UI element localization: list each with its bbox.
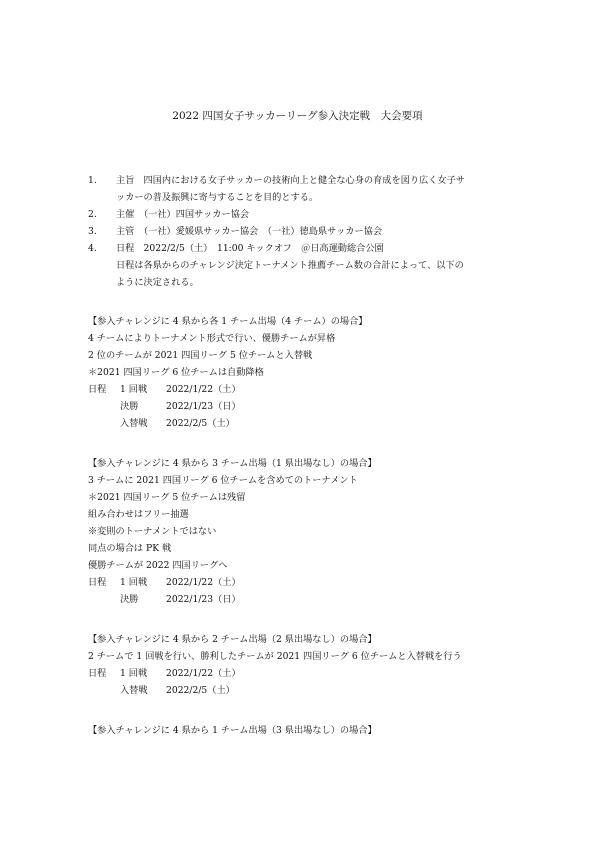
schedule-label: 日程 [88,668,107,679]
item-text: 主催 （一社）四国サッカー協会 [116,209,250,220]
schedule-date: 2022/2/5（土） [166,685,235,696]
item-4-continuation: 日程は各県からのチャレンジ決定トーナメント推薦チーム数の合計によって、以下の [116,260,464,271]
schedule-round: 1 回戦 [120,577,148,588]
page-title: 2022 四国女子サッカーリーグ参入決定戦 大会要項 [172,110,423,122]
section-3-schedule-row [88,666,518,683]
item-3 [88,224,518,241]
section-1-line: 2 位のチームが 2021 四国リーグ 5 位チームと入替戦 [88,350,313,361]
schedule-round: 決勝 [120,594,139,605]
item-4 [88,241,518,258]
schedule-round: 決勝 [120,401,139,412]
section-2-line: ※変則のトーナメントではない [88,526,217,537]
item-number: 1. [88,175,97,186]
schedule-date: 2022/2/5（土） [166,418,235,429]
schedule-date: 2022/1/22（土） [166,577,241,588]
item-number: 3. [88,226,97,237]
schedule-date: 2022/1/23（日） [166,401,241,412]
section-2-line: ＊2021 四国リーグ 5 位チームは残留 [88,492,246,503]
item-1-continuation: ッカーの普及振興に寄与することを目的とする。 [116,192,319,203]
section-2-schedule-row [120,592,241,609]
section-1-line: 4 チームによりトーナメント形式で行い、優勝チームが昇格 [88,333,336,344]
section-1-schedule-row [88,382,518,399]
section-3-line: 2 チームで 1 回戦を行い、勝利したチームが 2021 四国リーグ 6 位チームと入替戦を行う [88,651,462,662]
item-text: 主旨 四国内における女子サッカーの技術向上と健全な心身の育成を図り広く女子サ [116,175,465,186]
schedule-round: 入替戦 [120,685,148,696]
section-2-line: 同点の場合は PK 戦 [88,543,172,554]
item-2 [88,207,518,224]
section-1-line: ＊2021 四国リーグ 6 位チームは自動降格 [88,367,264,378]
section-4-heading: 【参入チャレンジに 4 県から 1 チーム出場（3 県出場なし）の場合】 [88,725,377,736]
section-1-schedule-row [120,399,241,416]
section-1-schedule-row [120,416,235,433]
schedule-round: 入替戦 [120,418,148,429]
section-3-schedule-row [120,683,235,700]
item-text: 日程 2022/2/5（土） 11:00 キックオフ ＠日高運動総合公園 [116,243,384,254]
section-2-line: 組み合わせはフリー抽選 [88,509,189,520]
section-2-heading: 【参入チャレンジに 4 県から 3 チーム出場（1 県出場なし）の場合】 [88,458,377,469]
item-number: 4. [88,243,97,254]
schedule-round: 1 回戦 [120,668,148,679]
section-3-heading: 【参入チャレンジに 4 県から 2 チーム出場（2 県出場なし）の場合】 [88,634,377,645]
schedule-date: 2022/1/23（日） [166,594,241,605]
section-2-line: 優勝チームが 2022 四国リーグへ [88,560,228,571]
section-2-schedule-row [88,575,518,592]
item-4-continuation-2: ように決定される。 [116,277,199,288]
schedule-date: 2022/1/22（土） [166,668,241,679]
schedule-label: 日程 [88,384,107,395]
item-1 [88,173,518,190]
section-2-line: 3 チームに 2021 四国リーグ 6 位チームを含めてのトーナメント [88,475,358,486]
item-number: 2. [88,209,97,220]
section-1-heading: 【参入チャレンジに 4 県から各 1 チーム出場（4 チーム）の場合】 [88,316,368,327]
schedule-round: 1 回戦 [120,384,148,395]
item-text: 主管 （一社）愛媛県サッカー協会 （一社）徳島県サッカー協会 [116,226,383,237]
schedule-date: 2022/1/22（土） [166,384,241,395]
schedule-label: 日程 [88,577,107,588]
